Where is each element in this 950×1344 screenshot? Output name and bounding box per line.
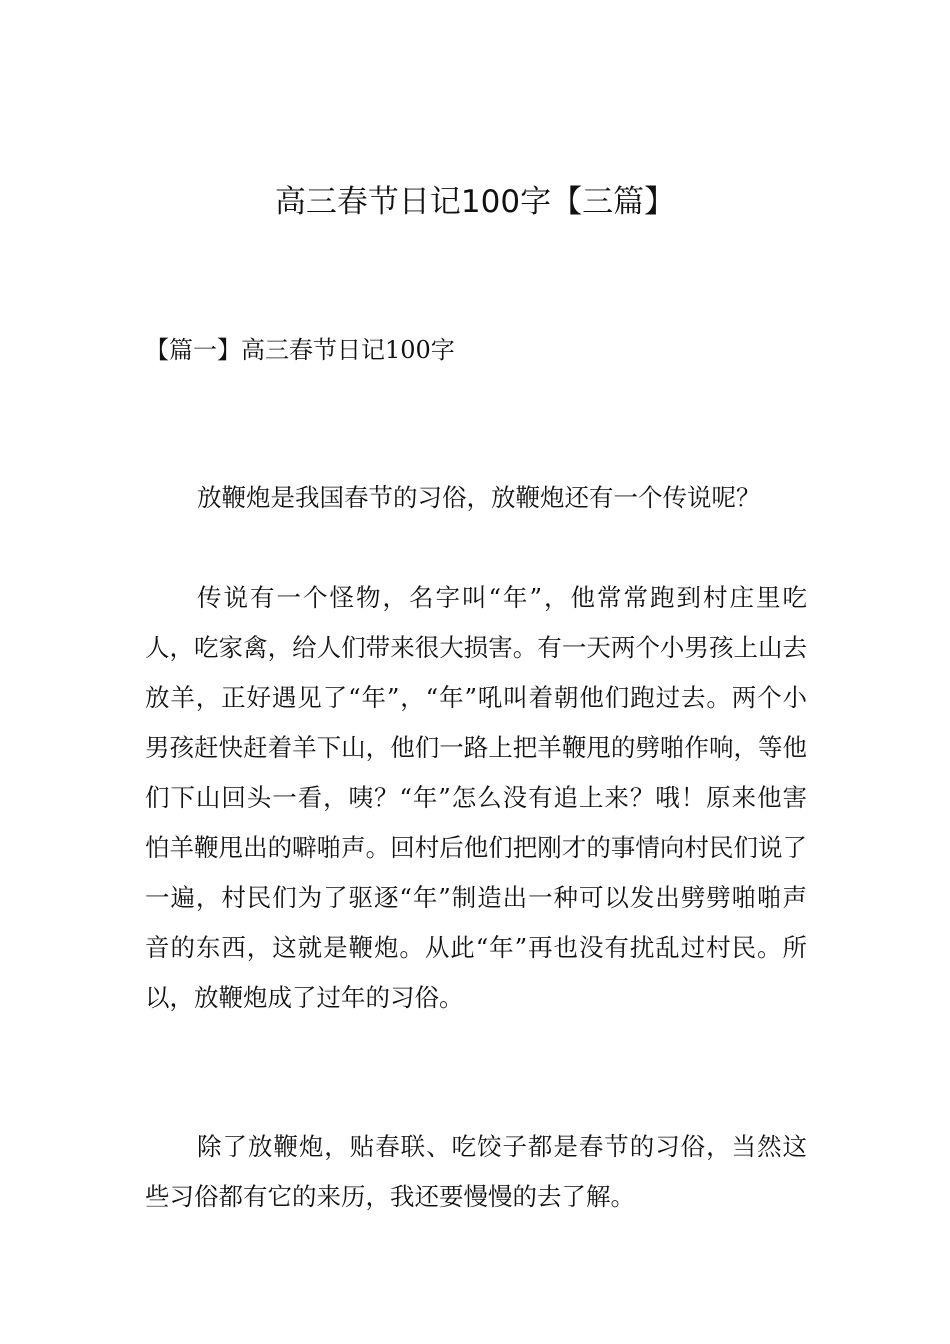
section-heading: 【篇一】高三春节日记100字 <box>145 336 455 364</box>
document-title: 高三春节日记100字【三篇】 <box>274 184 676 220</box>
paragraph-3: 除了放鞭炮，贴春联、吃饺子都是春节的习俗，当然这些习俗都有它的来历，我还要慢慢的去了解。 <box>145 1132 807 1211</box>
paragraph-1: 放鞭炮是我国春节的习俗，放鞭炮还有一个传说呢？ <box>197 483 761 512</box>
paragraph-2: 传说有一个怪物，名字叫“年”，他常常跑到村庄里吃人，吃家禽，给人们带来很大损害。有一天两个小男孩上山去放羊，正好遇见了“年”，“年”吼叫着朝他们跑过去。两个小男孩赶快赶着羊下山，他们一路上把羊鞭甩的劈啪作响，等他们下山回头一看，咦？“年”怎么没有追上来？哦！原来他害怕羊鞭甩出的噼啪声。回村后他们把刚才的事情向村民们说了一遍，村民们为了驱逐“年”制造出一种可以发出劈劈啪啪声音的东西，这就是鞭炮。从此“年”再也没有扰乱过村民。所以，放鞭炮成了过年的习俗。 <box>145 583 807 1012</box>
